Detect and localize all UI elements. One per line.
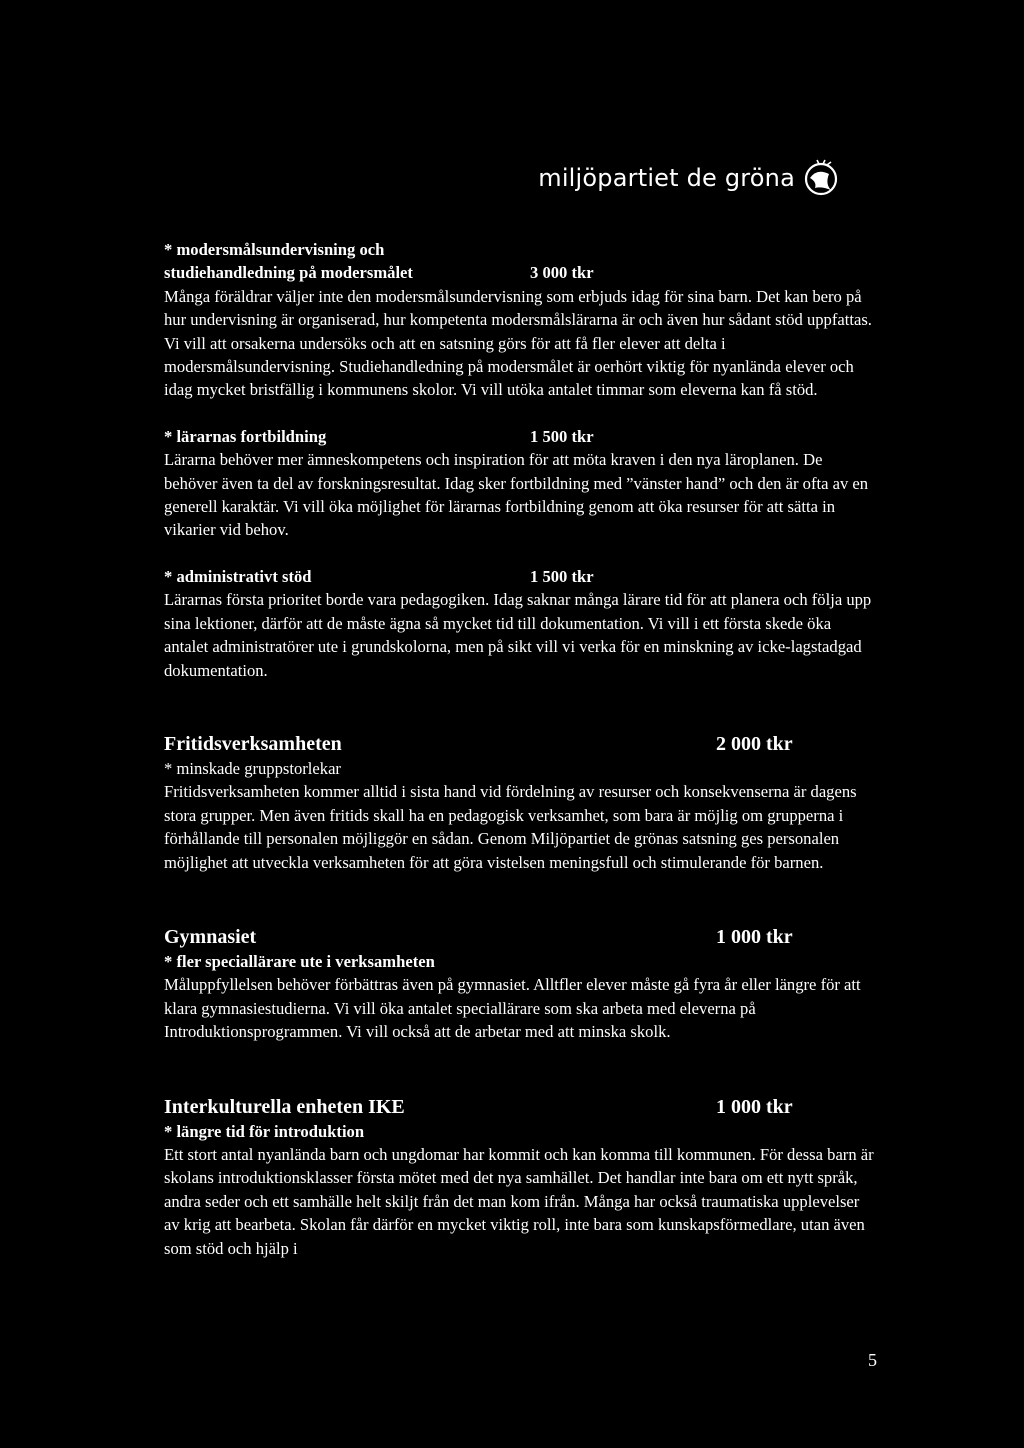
item-title-line-1: * modersmålsundervisning och [164,240,385,259]
document-body [164,238,874,1260]
section-body: Fritidsverksamheten kommer alltid i sista hand vid fördelning av resurser och konsekvenserna är dagens stora grupper. Men även fritids skall ha en pedagogisk verksamhet, som bara är möjlig om grupperna i förhållande till personalen möjliggör en sådan. Genom Miljöpartiet de grönas satsning ges personalen möjlighet att utveckla verksamheten för att göra vistelsen meningsfull och stimulerande för barnen. [164,782,857,872]
item-title: * administrativt stöd [164,566,312,586]
section-head [164,924,874,950]
item-amount: 1 500 tkr [530,566,594,586]
section-title: Gymnasiet [164,925,257,948]
section-fritidsverksamheten [164,731,874,874]
item-head [164,565,874,588]
dandelion-circle-icon [801,158,841,198]
section-title: Interkulturella enheten IKE [164,1095,405,1118]
item-head [164,261,874,284]
budget-item-fortbildning [164,425,874,542]
budget-item-modersmal [164,238,874,402]
section-amount: 1 000 tkr [716,1095,793,1118]
item-body: Lärarna behöver mer ämneskompetens och inspiration för att möta kraven i den nya läroplanen. De behöver även ta del av forskningsresultat. Idag sker fortbildning med ”vänster hand” och den är ofta av en generell karaktär. Vi vill öka möjlighet för lärarnas fortbildning genom att öka resurser för att sätta in vikarier vid behov. [164,450,869,540]
section-amount: 2 000 tkr [716,732,793,755]
party-logo [538,158,841,198]
section-subtitle: * längre tid för introduktion [164,1121,365,1141]
section-title: Fritidsverksamheten [164,732,342,755]
section-gymnasiet [164,924,874,1044]
section-interkulturella-enheten [164,1094,874,1260]
item-body: Många föräldrar väljer inte den modersmålsundervisning som erbjuds idag för sina barn. Det kan bero på hur undervisning är organiserad, hur kompetenta modersmålslärarna är och även hur sådant stöd uppfattas. Vi vill att orsakerna undersöks och att en satsning görs för att få fler elever att delta i modersmålsundervisning. Studiehandledning på modersmålet är oerhört viktig för nyanlända elever och idag mycket bristfällig i kommunens skolor. Vi vill utöka antalet timmar som eleverna kan få stöd. [164,286,872,400]
section-head [164,731,874,757]
item-amount: 3 000 tkr [530,263,594,283]
section-body: Måluppfyllelsen behöver förbättras även på gymnasiet. Alltfler elever måste gå fyra år eller längre för att klara gymnasiestudierna. Vi vill öka antalet speciallärare som ska arbeta med eleverna på Introduktionsprogrammen. Vi vill också att de arbetar med att minska skolk. [164,975,861,1042]
item-title-line-2: studiehandledning på modersmålet [164,263,413,283]
section-amount: 1 000 tkr [716,925,793,948]
section-subtitle: * minskade gruppstorlekar [164,758,341,778]
budget-item-administrativt-stod [164,565,874,682]
item-amount: 1 500 tkr [530,426,594,446]
section-body: Ett stort antal nyanlända barn och ungdomar har kommit och kan komma till kommunen. För dessa barn är skolans introduktionsklasser första mötet med det nya samhället. Det handlar inte bara om ett nytt språk, andra seder och ett samhälle helt skiljt från det man kom ifrån. Många har också traumatiska upplevelser av krig att bearbeta. Skolan får därför en mycket viktig roll, inte bara som kunskapsförmedlare, utan även som stöd och hjälp i [164,1144,874,1258]
item-body: Lärarnas första prioritet borde vara pedagogiken. Idag saknar många lärare tid för att planera och följa upp sina lektioner, därför att de måste ägna så mycket tid till dokumentation. Vi vill i ett första skede öka antalet administratörer ute i grundskolorna, men på sikt vill vi verka för en minskning av icke-lagstadgad dokumentation. [164,590,872,680]
page-number: 5 [868,1350,877,1370]
logo-text: miljöpartiet de gröna [538,164,795,192]
item-head [164,425,874,448]
section-head [164,1094,874,1120]
section-subtitle: * fler speciallärare ute i verksamheten [164,951,435,971]
item-title: * lärarnas fortbildning [164,426,327,446]
